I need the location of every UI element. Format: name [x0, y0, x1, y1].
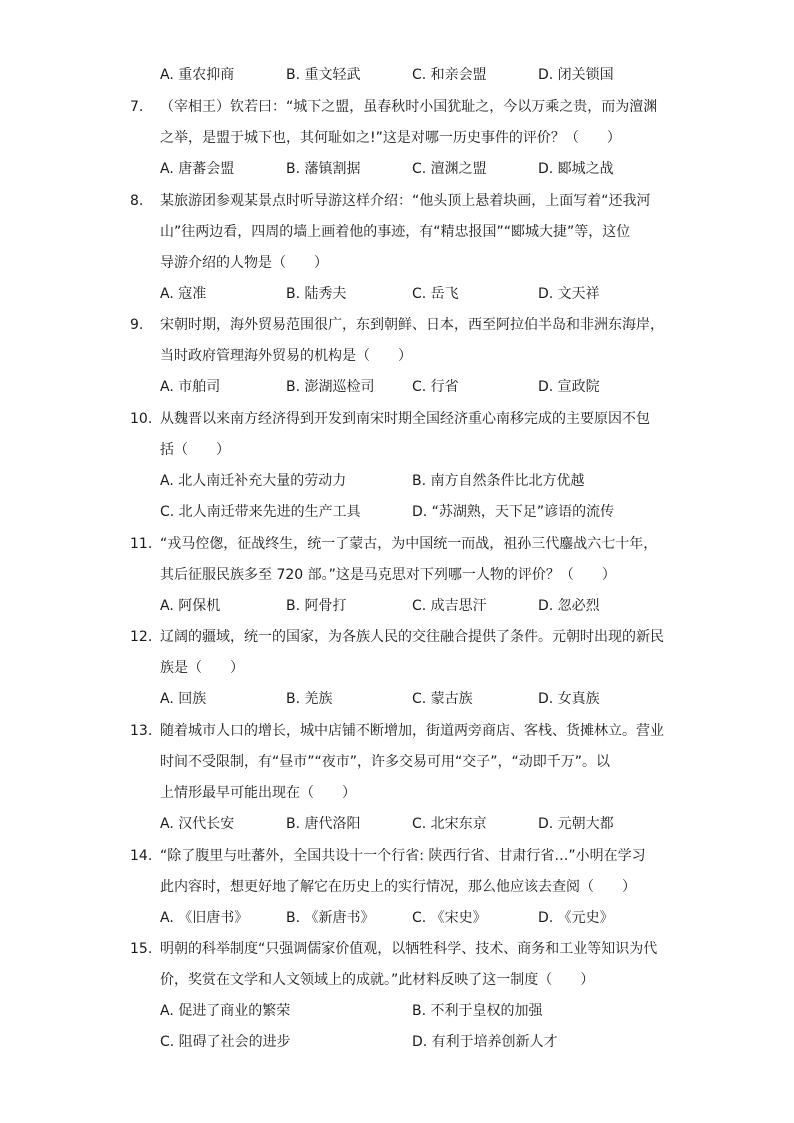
q14-stem-line-1: “除了腹里与吐蕃外，全国共设十一个行省: 陕西行省、甘肃行省…”小明在学习: [160, 848, 646, 864]
q9-option-b: B. 澎湖巡检司: [286, 379, 375, 395]
q7-option-b: B. 藩镇割据: [286, 161, 361, 177]
q9-number: 9.: [130, 317, 144, 333]
q15-option-a: A. 促进了商业的繁荣: [160, 1003, 291, 1019]
q7-option-d: D. 郾城之战: [538, 161, 614, 177]
q13-stem-line-3: 上情形最早可能出现在（ ）: [160, 785, 356, 801]
q14-option-d: D. 《元史》: [538, 910, 614, 926]
q10-stem-line-1: 从魏晋以来南方经济得到开发到南宋时期全国经济重心南移完成的主要原因不包: [160, 411, 650, 427]
q10-option-b: B. 南方自然条件比北方优越: [412, 473, 585, 489]
q13-option-b: B. 唐代洛阳: [286, 816, 361, 832]
q15-stem-line-1: 明朝的科举制度“只强调儒家价值观，以牺牲科学、技术、商务和工业等知识为代: [160, 941, 658, 957]
q11-option-c: C. 成吉思汗: [412, 598, 487, 614]
q13-stem-line-1: 随着城市人口的增长，城中店铺不断增加，街道两旁商店、客栈、货摊林立。营业: [160, 723, 664, 739]
q6-option-c: C. 和亲会盟: [412, 67, 487, 83]
q10-number: 10.: [130, 411, 153, 427]
q12-option-a: A. 回族: [160, 691, 207, 707]
q8-stem-line-1: 某旅游团参观某景点时听导游这样介绍：“他头顶上悬着块画，上面写着“还我河: [160, 193, 651, 209]
q15-option-b: B. 不利于皇权的加强: [412, 1003, 543, 1019]
q10-option-a: A. 北人南迁补充大量的劳动力: [160, 473, 347, 489]
q13-stem-line-2: 时间不受限制，有“昼市”“夜市”，许多交易可用“交子”，“动即千万”。以: [160, 754, 611, 770]
q9-stem-line-2: 当时政府管理海外贸易的机构是（ ）: [160, 348, 412, 364]
q7-number: 7.: [130, 99, 144, 115]
q6-option-a: A. 重农抑商: [160, 67, 235, 83]
q8-option-b: B. 陆秀夫: [286, 286, 347, 302]
q12-option-b: B. 羌族: [286, 691, 333, 707]
q12-number: 12.: [130, 629, 153, 645]
q11-option-b: B. 阿骨打: [286, 598, 347, 614]
q8-number: 8.: [130, 193, 144, 209]
q14-option-b: B. 《新唐书》: [286, 910, 375, 926]
q12-stem-line-2: 族是（ ）: [160, 660, 244, 676]
q11-option-d: D. 忽必烈: [538, 598, 600, 614]
q7-option-a: A. 唐蕃会盟: [160, 161, 235, 177]
q11-stem-line-2: 其后征服民族多至 720 部。”这是马克思对下列哪一人物的评价？（ ）: [160, 567, 616, 583]
q8-stem-line-3: 导游介绍的人物是（ ）: [160, 255, 328, 271]
q8-option-d: D. 文天祥: [538, 286, 600, 302]
q15-stem-line-2: 价，奖赏在文学和人文领域上的成就。”此材料反映了这一制度（ ）: [160, 972, 595, 988]
q9-stem-line-1: 宋朝时期，海外贸易范围很广，东到朝鲜、日本，西至阿拉伯半岛和非洲东海岸，: [160, 317, 664, 333]
q10-option-c: C. 北人南迁带来先进的生产工具: [160, 504, 361, 520]
q11-number: 11.: [130, 536, 153, 552]
q7-stem-line-2: 之举，是盟于城下也，其何耻如之!”这是对哪一历史事件的评价？（ ）: [160, 130, 621, 146]
q9-option-c: C. 行省: [412, 379, 459, 395]
q11-stem-line-1: “戎马倥偬，征战终生，统一了蒙古，为中国统一而战，祖孙三代鏖战六七十年，: [160, 536, 658, 552]
q15-option-d: D. 有利于培养创新人才: [412, 1034, 558, 1050]
q7-option-c: C. 澶渊之盟: [412, 161, 487, 177]
q13-option-c: C. 北宋东京: [412, 816, 487, 832]
q15-number: 15.: [130, 941, 153, 957]
q12-stem-line-1: 辽阔的疆域，统一的国家，为各族人民的交往融合提供了条件。元朝时出现的新民: [160, 629, 664, 645]
q14-option-c: C. 《宋史》: [412, 910, 487, 926]
q6-option-d: D. 闭关锁国: [538, 67, 614, 83]
q14-stem-line-2: 此内容时，想更好地了解它在历史上的实行情况，那么他应该去查阅（ ）: [160, 879, 636, 895]
q9-option-a: A. 市舶司: [160, 379, 221, 395]
q9-option-d: D. 宣政院: [538, 379, 600, 395]
q8-option-c: C. 岳飞: [412, 286, 459, 302]
q15-option-c: C. 阻碍了社会的进步: [160, 1034, 291, 1050]
q13-number: 13.: [130, 723, 153, 739]
q14-number: 14.: [130, 848, 153, 864]
q10-stem-line-2: 括（ ）: [160, 442, 230, 458]
q7-stem-line-1: （宰相王）钦若曰：“城下之盟，虽春秋时小国犹耻之，今以万乘之贵，而为澶渊: [160, 99, 658, 115]
q13-option-d: D. 元朝大都: [538, 816, 614, 832]
q8-option-a: A. 寇准: [160, 286, 207, 302]
q11-option-a: A. 阿保机: [160, 598, 221, 614]
q8-stem-line-2: 山”往两边看，四周的墙上画着他的事迹，有“精忠报国”“郾城大捷”等，这位: [160, 224, 631, 240]
q13-option-a: A. 汉代长安: [160, 816, 235, 832]
q12-option-d: D. 女真族: [538, 691, 600, 707]
q12-option-c: C. 蒙古族: [412, 691, 473, 707]
q10-option-d: D. “苏湖熟，天下足”谚语的流传: [412, 504, 615, 520]
q14-option-a: A. 《旧唐书》: [160, 910, 249, 926]
q6-option-b: B. 重文轻武: [286, 67, 361, 83]
